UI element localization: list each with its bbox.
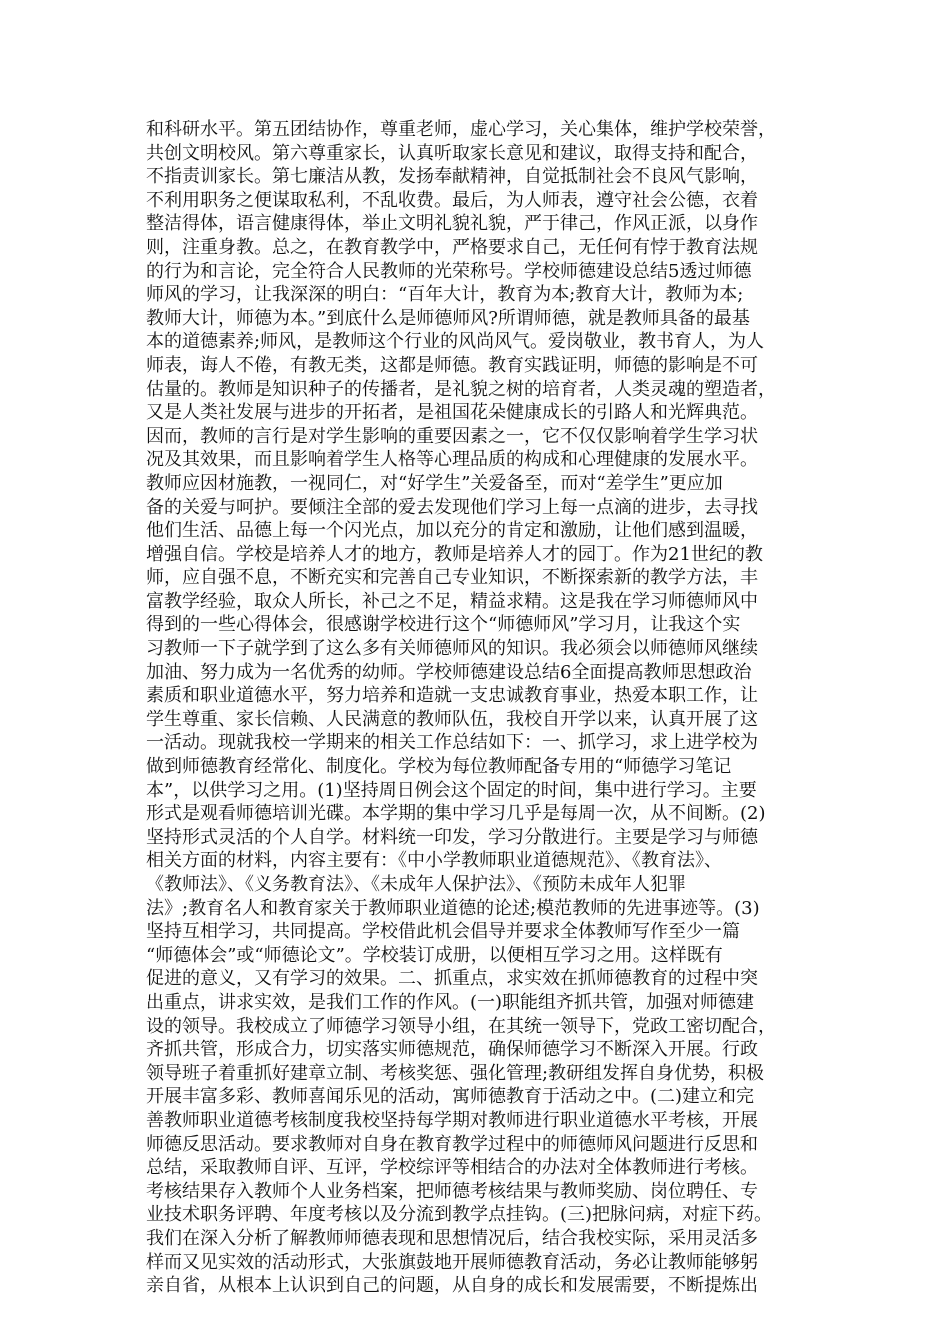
text-line: 习教师一下子就学到了这么多有关师德师风的知识。我必须会以师德师风继续 — [146, 638, 758, 660]
text-line: 相关方面的材料，内容主要有：《中小学教师职业道德规范》、《教育法》、 — [146, 850, 722, 872]
text-line: 形式是观看师德培训光碟。本学期的集中学习几乎是每周一次，从不间断。(2) — [146, 803, 766, 825]
text-line: 教师应因材施教，一视同仁，对“好学生”关爱备至，而对“差学生”更应加 — [146, 472, 723, 494]
text-line: 一活动。现就我校一学期来的相关工作总结如下：一、抓学习，求上进学校为 — [146, 732, 758, 754]
text-line: 富教学经验，取众人所长，补己之不足，精益求精。这是我在学习师德师风中 — [146, 590, 758, 612]
text-line: 出重点，讲求实效，是我们工作的作风。(一)职能组齐抓共管，加强对师德建 — [146, 991, 755, 1013]
text-line: 《教师法》、《义务教育法》、《未成年人保护法》、《预防未成年人犯罪 — [146, 874, 686, 895]
text-line: 亲自省，从根本上认识到自己的问题，从自身的成长和发展需要，不断提炼出 — [146, 1275, 758, 1297]
text-line: 师风的学习，让我深深的明白：“百年大计，教育为本;教育大计，教师为本; — [146, 284, 744, 306]
text-line: 他们生活、品德上每一个闪光点，加以充分的肯定和激励，让他们感到温暖， — [146, 520, 758, 542]
text-line: 我们在深入分析了解教师师德表现和思想情况后，结合我校实际，采用灵活多 — [146, 1227, 758, 1249]
text-line: 师德反思活动。要求教师对自身在教育教学过程中的师德师风问题进行反思和 — [146, 1133, 758, 1155]
text-line: 备的关爱与呵护。要倾注全部的爱去发现他们学习上每一点滴的进步，去寻找 — [146, 496, 758, 518]
text-line: 业技术职务评聘、年度考核以及分流到教学点挂钩。(三)把脉问病，对症下药。 — [146, 1204, 773, 1226]
text-line: 师表，诲人不倦，有教无类，这都是师德。教育实践证明，师德的影响是不可 — [146, 354, 758, 376]
text-line: 共创文明校风。第六尊重家长，认真听取家长意见和建议，取得支持和配合， — [146, 142, 758, 164]
text-line: 加油、努力成为一名优秀的幼师。学校师德建设总结6全面提高教师思想政治 — [146, 661, 752, 683]
text-line: 素质和职业道德水平，努力培养和造就一支忠诚教育事业，热爱本职工作，让 — [146, 685, 758, 707]
text-line: 因而，教师的言行是对学生影响的重要因素之一，它不仅仅影响着学生学习状 — [146, 425, 758, 447]
text-line: 领导班子着重抓好建章立制、考核奖惩、强化管理;教研组发挥自身优势，积极 — [146, 1062, 765, 1084]
text-line: 齐抓共管，形成合力，切实落实师德规范，确保师德学习不断深入开展。行政 — [146, 1039, 758, 1061]
text-line: 得到的一些心得体会，很感谢学校进行这个“师德师风”学习月，让我这个实 — [146, 614, 741, 636]
text-line: 坚持形式灵活的个人自学。材料统一印发，学习分散进行。主要是学习与师德 — [146, 826, 758, 848]
text-line: 总结，采取教师自评、互评，学校综评等相结合的办法对全体教师进行考核。 — [146, 1157, 758, 1179]
text-line: 的行为和言论，完全符合人民教师的光荣称号。学校师德建设总结5透过师德 — [146, 260, 752, 282]
text-line: 做到师德教育经常化、制度化。学校为每位教师配备专用的“师德学习笔记 — [146, 756, 732, 778]
text-line: 不指责训家长。第七廉洁从教，发扬奉献精神，自觉抵制社会不良风气影响， — [146, 166, 758, 188]
text-line: 开展丰富多彩、教师喜闻乐见的活动，寓师德教育于活动之中。(二)建立和完 — [146, 1086, 755, 1108]
text-line: 学生尊重、家长信赖、人民满意的教师队伍，我校自开学以来，认真开展了这 — [146, 708, 758, 730]
text-line: 法》;教育名人和教育家关于教师职业道德的论述;模范教师的先进事迹等。(3) — [146, 897, 760, 919]
text-line: 师，应自强不息，不断充实和完善自己专业知识，不断探索新的教学方法，丰 — [146, 567, 758, 589]
text-line: 则，注重身教。总之，在教育教学中，严格要求自己，无任何有悖于教育法规 — [146, 236, 758, 258]
text-line: 估量的。教师是知识种子的传播者，是礼貌之树的培育者，人类灵魂的塑造者， — [146, 378, 776, 400]
text-line: 考核结果存入教师个人业务档案，把师德考核结果与教师奖励、岗位聘任、专 — [146, 1180, 758, 1202]
text-line: 教师大计，师德为本。”到底什么是师德师风?所谓师德，就是教师具备的最基 — [146, 307, 750, 329]
text-line: 样而又见实效的活动形式，大张旗鼓地开展师德教育活动，务必让教师能够躬 — [146, 1251, 758, 1273]
text-line: 本”，以供学习之用。(1)坚持周日例会这个固定的时间，集中进行学习。主要 — [146, 779, 757, 801]
body-text — [146, 118, 806, 1298]
text-line: 善教师职业道德考核制度我校坚持每学期对教师进行职业道德水平考核，开展 — [146, 1109, 758, 1131]
text-line: 又是人类社发展与进步的开拓者，是祖国花朵健康成长的引路人和光辉典范。 — [146, 402, 758, 424]
text-line: 况及其效果，而且影响着学生人格等心理品质的构成和心理健康的发展水平。 — [146, 449, 758, 471]
text-line: 增强自信。学校是培养人才的地方，教师是培养人才的园丁。作为21世纪的教 — [146, 543, 763, 565]
text-line: 设的领导。我校成立了师德学习领导小组，在其统一领导下，党政工密切配合， — [146, 1015, 776, 1037]
text-line: 不利用职务之便谋取私利，不乱收费。最后，为人师表，遵守社会公德，衣着 — [146, 189, 758, 211]
text-line: 和科研水平。第五团结协作，尊重老师，虚心学习，关心集体，维护学校荣誉， — [146, 119, 776, 140]
text-line: “师德体会”或“师德论文”。学校装订成册，以便相互学习之用。这样既有 — [146, 944, 723, 966]
text-line: 整洁得体，语言健康得体，举止文明礼貌礼貌，严于律己，作风正派，以身作 — [146, 213, 758, 235]
text-line: 坚持互相学习，共同提高。学校借此机会倡导并要求全体教师写作至少一篇 — [146, 921, 740, 943]
text-line: 促进的意义，又有学习的效果。二、抓重点，求实效在抓师德教育的过程中突 — [146, 968, 758, 990]
text-line: 本的道德素养;师风，是教师这个行业的风尚风气。爱岗敬业，教书育人，为人 — [146, 331, 765, 353]
